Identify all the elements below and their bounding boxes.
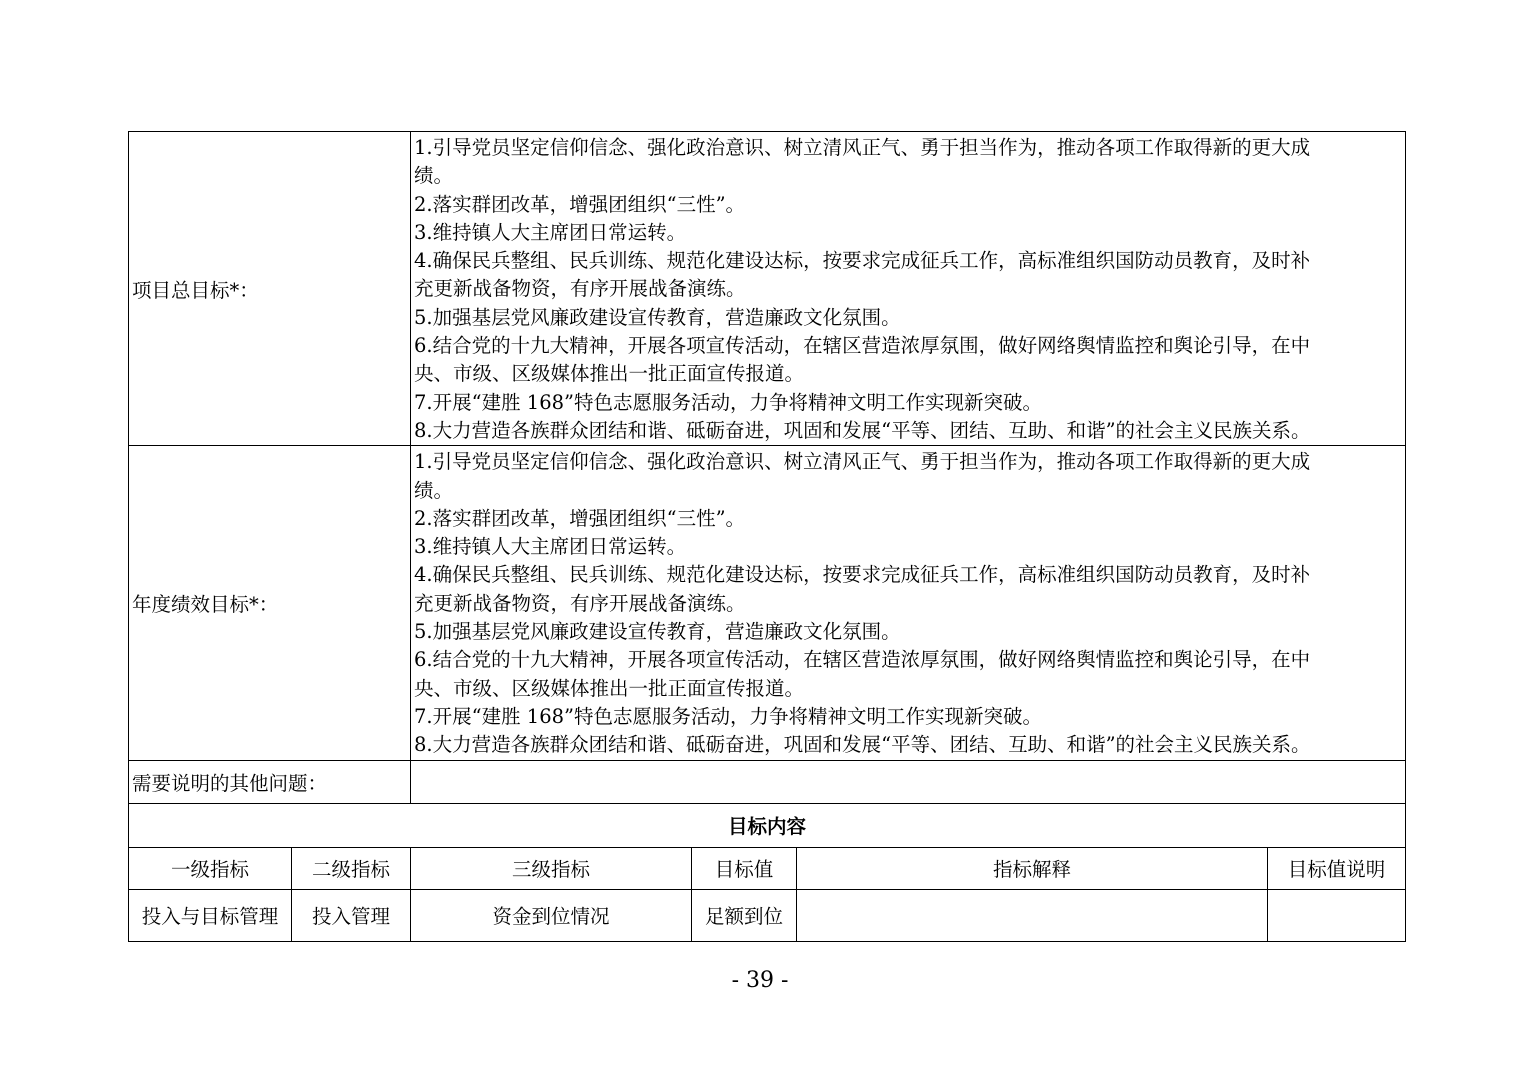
header-level1-indicator: 一级指标 <box>129 847 292 889</box>
cell-target-value-note <box>1268 889 1406 941</box>
cell-indicator-explanation <box>797 889 1268 941</box>
overall-goal-content <box>411 132 1406 446</box>
annual-goal-line: 2.落实群团改革，增强团组织“三性”。 <box>414 506 746 530</box>
header-level2-indicator: 二级指标 <box>292 847 411 889</box>
overall-goal-line: 7.开展“建胜 168”特色志愿服务活动，力争将精神文明工作实现新突破。 <box>414 390 1042 414</box>
overall-goal-line: 充更新战备物资，有序开展战备演练。 <box>414 277 746 301</box>
page-number: - 39 - <box>731 968 789 993</box>
header-level3-indicator: 三级指标 <box>411 847 692 889</box>
section-title: 目标内容 <box>129 803 1406 847</box>
overall-goal-row <box>129 132 1406 446</box>
annual-goal-line: 7.开展“建胜 168”特色志愿服务活动，力争将精神文明工作实现新突破。 <box>414 704 1042 728</box>
annual-goal-line: 充更新战备物资，有序开展战备演练。 <box>414 591 746 615</box>
annual-goal-line: 6.结合党的十九大精神，开展各项宣传活动，在辖区营造浓厚氛围，做好网络舆情监控和舆论引导，在中 <box>414 648 1311 672</box>
annual-goal-line: 央、市级、区级媒体推出一批正面宣传报道。 <box>414 676 805 700</box>
overall-goal-line: 6.结合党的十九大精神，开展各项宣传活动，在辖区营造浓厚氛围，做好网络舆情监控和舆论引导，在中 <box>414 334 1311 358</box>
table-row <box>129 889 1406 941</box>
overall-goal-line: 8.大力营造各族群众团结和谐、砥砺奋进，巩固和发展“平等、团结、互助、和谐”的社会主义民族关系。 <box>414 418 1311 442</box>
other-issues-label: 需要说明的其他问题： <box>129 760 411 803</box>
annual-goal-content <box>411 446 1406 760</box>
header-target-value-note: 目标值说明 <box>1268 847 1406 889</box>
cell-level1-indicator: 投入与目标管理 <box>129 889 292 941</box>
section-title-row <box>129 803 1406 847</box>
performance-goal-table <box>128 131 1406 942</box>
overall-goal-line: 5.加强基层党风廉政建设宣传教育，营造廉政文化氛围。 <box>414 305 901 329</box>
cell-level3-indicator: 资金到位情况 <box>411 889 692 941</box>
header-target-value: 目标值 <box>692 847 797 889</box>
overall-goal-line: 3.维持镇人大主席团日常运转。 <box>414 220 687 244</box>
cell-target-value: 足额到位 <box>692 889 797 941</box>
overall-goal-line: 4.确保民兵整组、民兵训练、规范化建设达标，按要求完成征兵工作，高标准组织国防动员教育，及时补 <box>414 249 1311 273</box>
annual-goal-line: 8.大力营造各族群众团结和谐、砥砺奋进，巩固和发展“平等、团结、互助、和谐”的社会主义民族关系。 <box>414 733 1311 757</box>
annual-goal-line: 3.维持镇人大主席团日常运转。 <box>414 535 687 559</box>
annual-goal-line: 4.确保民兵整组、民兵训练、规范化建设达标，按要求完成征兵工作，高标准组织国防动员教育，及时补 <box>414 563 1311 587</box>
header-indicator-explanation: 指标解释 <box>797 847 1268 889</box>
other-issues-value <box>411 760 1406 803</box>
overall-goal-line: 央、市级、区级媒体推出一批正面宣传报道。 <box>414 362 805 386</box>
cell-level2-indicator: 投入管理 <box>292 889 411 941</box>
overall-goal-line: 绩。 <box>414 164 454 188</box>
overall-goal-line: 2.落实群团改革，增强团组织“三性”。 <box>414 192 746 216</box>
annual-goal-line: 1.引导党员坚定信仰信念、强化政治意识、树立清风正气、勇于担当作为，推动各项工作取得新的更大成 <box>414 450 1311 474</box>
annual-goal-row <box>129 446 1406 760</box>
overall-goal-line: 1.引导党员坚定信仰信念、强化政治意识、树立清风正气、勇于担当作为，推动各项工作取得新的更大成 <box>414 136 1311 159</box>
indicator-header-row <box>129 847 1406 889</box>
overall-goal-label: 项目总目标*： <box>129 132 411 446</box>
annual-goal-line: 绩。 <box>414 478 454 502</box>
annual-goal-line: 5.加强基层党风廉政建设宣传教育，营造廉政文化氛围。 <box>414 620 901 644</box>
other-issues-row <box>129 760 1406 803</box>
annual-goal-label: 年度绩效目标*： <box>129 446 411 760</box>
